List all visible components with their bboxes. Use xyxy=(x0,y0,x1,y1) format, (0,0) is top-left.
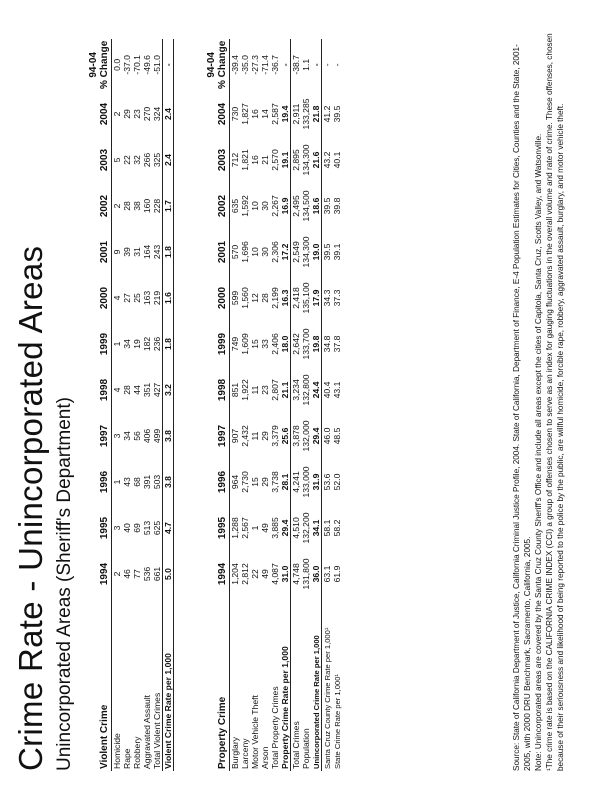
cell-value: 2,549 xyxy=(291,229,302,275)
cell-value: 219 xyxy=(152,290,162,306)
cell-value: 635 xyxy=(230,198,240,214)
row-label: Motor Vehicle Theft xyxy=(250,695,260,769)
row-label: Robbery xyxy=(132,736,142,769)
table-row xyxy=(112,39,123,771)
row-label: Arson xyxy=(260,746,270,769)
cell-value: 964 xyxy=(230,474,240,490)
cell-value: 4,241 xyxy=(291,459,302,505)
cell-value: 135,100 xyxy=(301,282,311,314)
cell-value: 30 xyxy=(260,201,270,211)
cell-value: 11 xyxy=(250,431,260,441)
cell-value: 3,234 xyxy=(291,367,302,413)
cell-value: 58.2 xyxy=(332,519,342,537)
year-header: 1995 xyxy=(206,505,230,551)
cell-value: 23 xyxy=(260,385,270,395)
cell-value: 427 xyxy=(152,382,162,398)
cell-value: 28 xyxy=(122,201,132,211)
cell-value: 2,306 xyxy=(270,241,280,263)
change-value: -71.4 xyxy=(260,55,270,75)
cell-value: 28.1 xyxy=(280,459,291,505)
cell-value: 730 xyxy=(230,106,240,122)
cell-value: 5 xyxy=(112,157,122,163)
cell-value: 2,730 xyxy=(240,471,250,493)
cell-value: 2,812 xyxy=(240,563,250,585)
cell-value: 36.0 xyxy=(311,565,321,583)
cell-value: 17.9 xyxy=(311,289,321,307)
cell-value: 44 xyxy=(132,385,142,395)
crime-index-footnote: ¹The crime rate is based on the CALIFORNIA CRIME INDEX (CCI) a group of offenses chosen to serve as an index for gauging fluctuations in the overall volume and rate of crime. These offenses, chosen because of their seriousness and likelihood of being reported to the police by the public, are willful homicide, forcible rape, robbery, aggravated assault, burglary, and motor vehicle theft. xyxy=(545,33,565,771)
cell-value: 19.1 xyxy=(280,137,291,183)
cell-value: 2,267 xyxy=(270,195,280,217)
change-header-line2: % Change xyxy=(99,40,110,89)
cell-value: 15 xyxy=(250,339,260,349)
cell-value: 15 xyxy=(250,477,260,487)
change-value: 1.1 xyxy=(301,58,311,71)
row-label: Unincorporated Crime Rate per 1,000 xyxy=(311,635,321,769)
cell-value: 21 xyxy=(260,155,270,165)
cell-value: 48.5 xyxy=(332,427,342,445)
cell-value: 851 xyxy=(230,382,240,398)
row-label: Total Property Crimes xyxy=(270,686,280,769)
cell-value: 23 xyxy=(132,109,142,119)
cell-value: 570 xyxy=(230,244,240,260)
table-row xyxy=(322,39,333,771)
cell-value: 25 xyxy=(132,293,142,303)
cell-value: 2,911 xyxy=(291,91,302,137)
change-value: -37.0 xyxy=(122,55,132,75)
cell-value: 2.4 xyxy=(163,137,174,183)
cell-value: 22 xyxy=(250,569,260,579)
cell-value: 4 xyxy=(112,295,122,301)
cell-value: 749 xyxy=(230,336,240,352)
cell-value: 43.1 xyxy=(332,381,342,399)
cell-value: 11 xyxy=(250,385,260,395)
cell-value: 34 xyxy=(122,431,132,441)
cell-value: 34.3 xyxy=(322,275,333,321)
cell-value: 12 xyxy=(250,293,260,303)
cell-value: 46.0 xyxy=(322,413,333,459)
cell-value: 34.1 xyxy=(311,519,321,537)
row-label: Property Crime Rate per 1,000 xyxy=(280,597,291,771)
change-value: -70.1 xyxy=(132,55,142,75)
row-label: Violent Crime Rate per 1,000 xyxy=(163,597,174,771)
table-row xyxy=(163,39,174,771)
cell-value: 21.6 xyxy=(311,151,321,169)
change-header xyxy=(88,39,112,91)
cell-value: 134,300 xyxy=(301,236,311,268)
cell-value: 29.4 xyxy=(280,505,291,551)
source-note: Source: State of California Department of Justice, California Criminal Justice Profile, 2004. State of California, Department of Finance, E-4 Population Estimates for Cities, Counties and the State, 2001-2005, with 2000 DRU Benchmark, Sacramento, California, 2005. xyxy=(512,44,532,771)
cell-value: 16.3 xyxy=(280,275,291,321)
cell-value: 43.2 xyxy=(322,137,333,183)
table-row xyxy=(291,39,302,771)
table-row xyxy=(152,39,163,771)
year-header: 1994 xyxy=(88,551,112,597)
cell-value: 37.8 xyxy=(332,335,342,353)
cell-value: 39.5 xyxy=(332,105,342,123)
cell-value: 68 xyxy=(132,477,142,487)
cell-value: 228 xyxy=(152,198,162,214)
cell-value: 2,570 xyxy=(270,149,280,171)
change-value: - xyxy=(311,63,321,67)
cell-value: 1,560 xyxy=(240,287,250,309)
row-label: Aggravated Assault xyxy=(142,694,152,769)
year-header: 1997 xyxy=(206,413,230,459)
cell-value: 3 xyxy=(112,433,122,439)
cell-value: 16 xyxy=(250,155,260,165)
row-label: Population xyxy=(301,728,311,769)
table-row xyxy=(240,39,250,771)
cell-value: 351 xyxy=(142,382,152,398)
change-header-line2: % Change xyxy=(217,40,228,89)
page-title: Crime Rate - Unincorporated Areas xyxy=(12,245,49,771)
cell-value: 712 xyxy=(230,152,240,168)
cell-value: 2,418 xyxy=(291,275,302,321)
cell-value: 4,748 xyxy=(291,551,302,597)
cell-value: 1 xyxy=(112,479,122,485)
cell-value: 28 xyxy=(122,385,132,395)
cell-value: 17.2 xyxy=(280,229,291,275)
header-row xyxy=(88,39,112,771)
cell-value: 25.6 xyxy=(280,413,291,459)
cell-value: 37.3 xyxy=(332,289,342,307)
table-row xyxy=(270,39,280,771)
cell-value: 3.8 xyxy=(163,413,174,459)
cell-value: 2,567 xyxy=(240,517,250,539)
year-header: 1996 xyxy=(88,459,112,505)
table-row xyxy=(301,39,311,771)
cell-value: 21.1 xyxy=(280,367,291,413)
cell-value: 61.9 xyxy=(332,565,342,583)
row-label: Total Crimes xyxy=(291,597,302,771)
change-value: - xyxy=(163,39,174,91)
year-header: 2000 xyxy=(88,275,112,321)
change-header xyxy=(206,39,230,91)
cell-value: 5.0 xyxy=(163,551,174,597)
cell-value: 16.9 xyxy=(280,183,291,229)
property-crime-table xyxy=(206,39,342,771)
cell-value: 77 xyxy=(132,569,142,579)
cell-value: 4.7 xyxy=(163,505,174,551)
cell-value: 33 xyxy=(260,339,270,349)
cell-value: 907 xyxy=(230,428,240,444)
cell-value: 1 xyxy=(250,525,260,531)
cell-value: 29 xyxy=(260,477,270,487)
cell-value: 21.8 xyxy=(311,105,321,123)
cell-value: 236 xyxy=(152,336,162,352)
cell-value: 1.6 xyxy=(163,275,174,321)
table-row xyxy=(132,39,142,771)
table-row xyxy=(260,39,270,771)
table-row xyxy=(250,39,260,771)
cell-value: 3,738 xyxy=(270,471,280,493)
cell-value: 53.6 xyxy=(322,459,333,505)
year-header: 2004 xyxy=(88,91,112,137)
cell-value: 43 xyxy=(122,477,132,487)
cell-value: 3.2 xyxy=(163,367,174,413)
cell-value: 625 xyxy=(152,520,162,536)
cell-value: 39.5 xyxy=(322,183,333,229)
cell-value: 3,885 xyxy=(270,517,280,539)
cell-value: 29 xyxy=(122,109,132,119)
cell-value: 49 xyxy=(260,569,270,579)
change-value: -51.0 xyxy=(152,55,162,75)
cell-value: 38 xyxy=(132,201,142,211)
row-label: Rape xyxy=(122,748,132,769)
cell-value: 2,895 xyxy=(291,137,302,183)
cell-value: 29 xyxy=(260,431,270,441)
year-header: 1998 xyxy=(206,367,230,413)
cell-value: 40.4 xyxy=(322,367,333,413)
cell-value: 661 xyxy=(152,566,162,582)
cell-value: 132,800 xyxy=(301,374,311,406)
cell-value: 1.8 xyxy=(163,321,174,367)
cell-value: 1.7 xyxy=(163,183,174,229)
cell-value: 2,406 xyxy=(270,333,280,355)
cell-value: 2,807 xyxy=(270,379,280,401)
cell-value: 134,500 xyxy=(301,190,311,222)
cell-value: 132,200 xyxy=(301,512,311,544)
cell-value: 16 xyxy=(250,109,260,119)
cell-value: 39.8 xyxy=(332,197,342,215)
cell-value: 19.8 xyxy=(311,335,321,353)
cell-value: 1,827 xyxy=(240,103,250,125)
cell-value: 2,642 xyxy=(291,321,302,367)
cell-value: 164 xyxy=(142,244,152,260)
cell-value: 30 xyxy=(260,247,270,257)
coverage-note: Note: Unincorporated areas are covered by the Santa Cruz County Sheriff's Office and include all areas except the cities of Capitola, Santa Cruz, Scotts Valley, and Watsonville. xyxy=(534,133,543,771)
cell-value: 513 xyxy=(142,520,152,536)
cell-value: 406 xyxy=(142,428,152,444)
cell-value: 1,288 xyxy=(230,517,240,539)
change-value: -27.3 xyxy=(250,55,260,75)
year-header: 1995 xyxy=(88,505,112,551)
year-header: 1998 xyxy=(88,367,112,413)
cell-value: 270 xyxy=(142,106,152,122)
change-value: -38.7 xyxy=(291,39,302,91)
cell-value: 1,592 xyxy=(240,195,250,217)
year-header: 2002 xyxy=(88,183,112,229)
cell-value: 2 xyxy=(112,203,122,209)
cell-value: 4,087 xyxy=(270,563,280,585)
header-row xyxy=(206,39,230,771)
cell-value: 133,285 xyxy=(301,98,311,130)
cell-value: 39 xyxy=(122,247,132,257)
change-value: 0.0 xyxy=(112,58,122,71)
cell-value: 9 xyxy=(112,249,122,255)
year-header: 2001 xyxy=(206,229,230,275)
cell-value: 18.0 xyxy=(280,321,291,367)
cell-value: 325 xyxy=(152,152,162,168)
change-value: - xyxy=(322,39,333,91)
cell-value: 1,609 xyxy=(240,333,250,355)
section-header: Property Crime xyxy=(206,597,230,771)
cell-value: 182 xyxy=(142,336,152,352)
cell-value: 31 xyxy=(132,247,142,257)
cell-value: 4 xyxy=(112,387,122,393)
table-row xyxy=(332,39,342,771)
cell-value: 24.4 xyxy=(311,381,321,399)
cell-value: 1.8 xyxy=(163,229,174,275)
row-label: Santa Cruz County Crime Rate per 1,000¹ xyxy=(322,597,333,771)
year-header: 2002 xyxy=(206,183,230,229)
cell-value: 324 xyxy=(152,106,162,122)
cell-value: 243 xyxy=(152,244,162,260)
cell-value: 29.4 xyxy=(311,427,321,445)
cell-value: 22 xyxy=(122,155,132,165)
cell-value: 499 xyxy=(152,428,162,444)
cell-value: 31.0 xyxy=(280,551,291,597)
cell-value: 14 xyxy=(260,109,270,119)
cell-value: 1,696 xyxy=(240,241,250,263)
row-label: Larceny xyxy=(240,738,250,769)
cell-value: 2 xyxy=(112,111,122,117)
year-header: 2003 xyxy=(206,137,230,183)
table-row xyxy=(311,39,322,771)
cell-value: 32 xyxy=(132,155,142,165)
cell-value: 133,000 xyxy=(301,466,311,498)
cell-value: 1,922 xyxy=(240,379,250,401)
cell-value: 132,000 xyxy=(301,420,311,452)
cell-value: 19.4 xyxy=(280,91,291,137)
change-value: -36.7 xyxy=(270,55,280,75)
cell-value: 1 xyxy=(112,341,122,347)
year-header: 1999 xyxy=(88,321,112,367)
cell-value: 391 xyxy=(142,474,152,490)
cell-value: 40.1 xyxy=(332,151,342,169)
change-value: -49.6 xyxy=(142,55,152,75)
cell-value: 69 xyxy=(132,523,142,533)
change-header-line1: 94-04 xyxy=(206,52,217,78)
row-label: Total Violent Crimes xyxy=(152,692,162,769)
cell-value: 63.1 xyxy=(322,551,333,597)
cell-value: 19 xyxy=(132,339,142,349)
cell-value: 49 xyxy=(260,523,270,533)
change-value: -39.4 xyxy=(230,55,240,75)
cell-value: 3,878 xyxy=(291,413,302,459)
cell-value: 56 xyxy=(132,431,142,441)
cell-value: 39.5 xyxy=(322,229,333,275)
cell-value: 41.2 xyxy=(322,91,333,137)
cell-value: 27 xyxy=(122,293,132,303)
row-label: Homicide xyxy=(112,733,122,769)
table-row xyxy=(122,39,132,771)
cell-value: 163 xyxy=(142,290,152,306)
cell-value: 2,199 xyxy=(270,287,280,309)
change-header-line1: 94-04 xyxy=(88,52,99,78)
year-header: 1999 xyxy=(206,321,230,367)
year-header: 2001 xyxy=(88,229,112,275)
table-row xyxy=(280,39,291,771)
cell-value: 134,300 xyxy=(301,144,311,176)
violent-crime-table xyxy=(88,39,174,771)
cell-value: 39.1 xyxy=(332,243,342,261)
year-header: 2000 xyxy=(206,275,230,321)
year-header: 1996 xyxy=(206,459,230,505)
year-header: 2003 xyxy=(88,137,112,183)
change-value: - xyxy=(332,63,342,67)
cell-value: 46 xyxy=(122,569,132,579)
cell-value: 131,800 xyxy=(301,558,311,590)
cell-value: 31.9 xyxy=(311,473,321,491)
cell-value: 40 xyxy=(122,523,132,533)
page-subtitle: Unincorporated Areas (Sheriff's Department) xyxy=(54,397,75,771)
cell-value: 599 xyxy=(230,290,240,306)
table-row xyxy=(230,39,241,771)
cell-value: 28 xyxy=(260,293,270,303)
year-header: 1994 xyxy=(206,551,230,597)
cell-value: 58.1 xyxy=(322,505,333,551)
section-header: Violent Crime xyxy=(88,597,112,771)
cell-value: 3,379 xyxy=(270,425,280,447)
cell-value: 18.6 xyxy=(311,197,321,215)
cell-value: 52.0 xyxy=(332,473,342,491)
cell-value: 4,510 xyxy=(291,505,302,551)
cell-value: 34 xyxy=(122,339,132,349)
cell-value: 3 xyxy=(112,525,122,531)
year-header: 2004 xyxy=(206,91,230,137)
cell-value: 503 xyxy=(152,474,162,490)
cell-value: 2,432 xyxy=(240,425,250,447)
cell-value: 2.4 xyxy=(163,91,174,137)
cell-value: 133,700 xyxy=(301,328,311,360)
cell-value: 160 xyxy=(142,198,152,214)
cell-value: 536 xyxy=(142,566,152,582)
cell-value: 2,495 xyxy=(291,183,302,229)
row-label: State Crime Rate per 1,000¹ xyxy=(332,674,342,769)
change-value: -35.0 xyxy=(240,55,250,75)
cell-value: 2 xyxy=(112,571,122,577)
cell-value: 10 xyxy=(250,201,260,211)
cell-value: 266 xyxy=(142,152,152,168)
change-value: - xyxy=(280,39,291,91)
cell-value: 2,587 xyxy=(270,103,280,125)
cell-value: 19.0 xyxy=(311,243,321,261)
cell-value: 34.8 xyxy=(322,321,333,367)
year-header: 1997 xyxy=(88,413,112,459)
table-row xyxy=(142,39,152,771)
cell-value: 3.8 xyxy=(163,459,174,505)
cell-value: 10 xyxy=(250,247,260,257)
cell-value: 1,821 xyxy=(240,149,250,171)
row-label: Burglary xyxy=(230,737,240,769)
cell-value: 1,204 xyxy=(230,563,240,585)
